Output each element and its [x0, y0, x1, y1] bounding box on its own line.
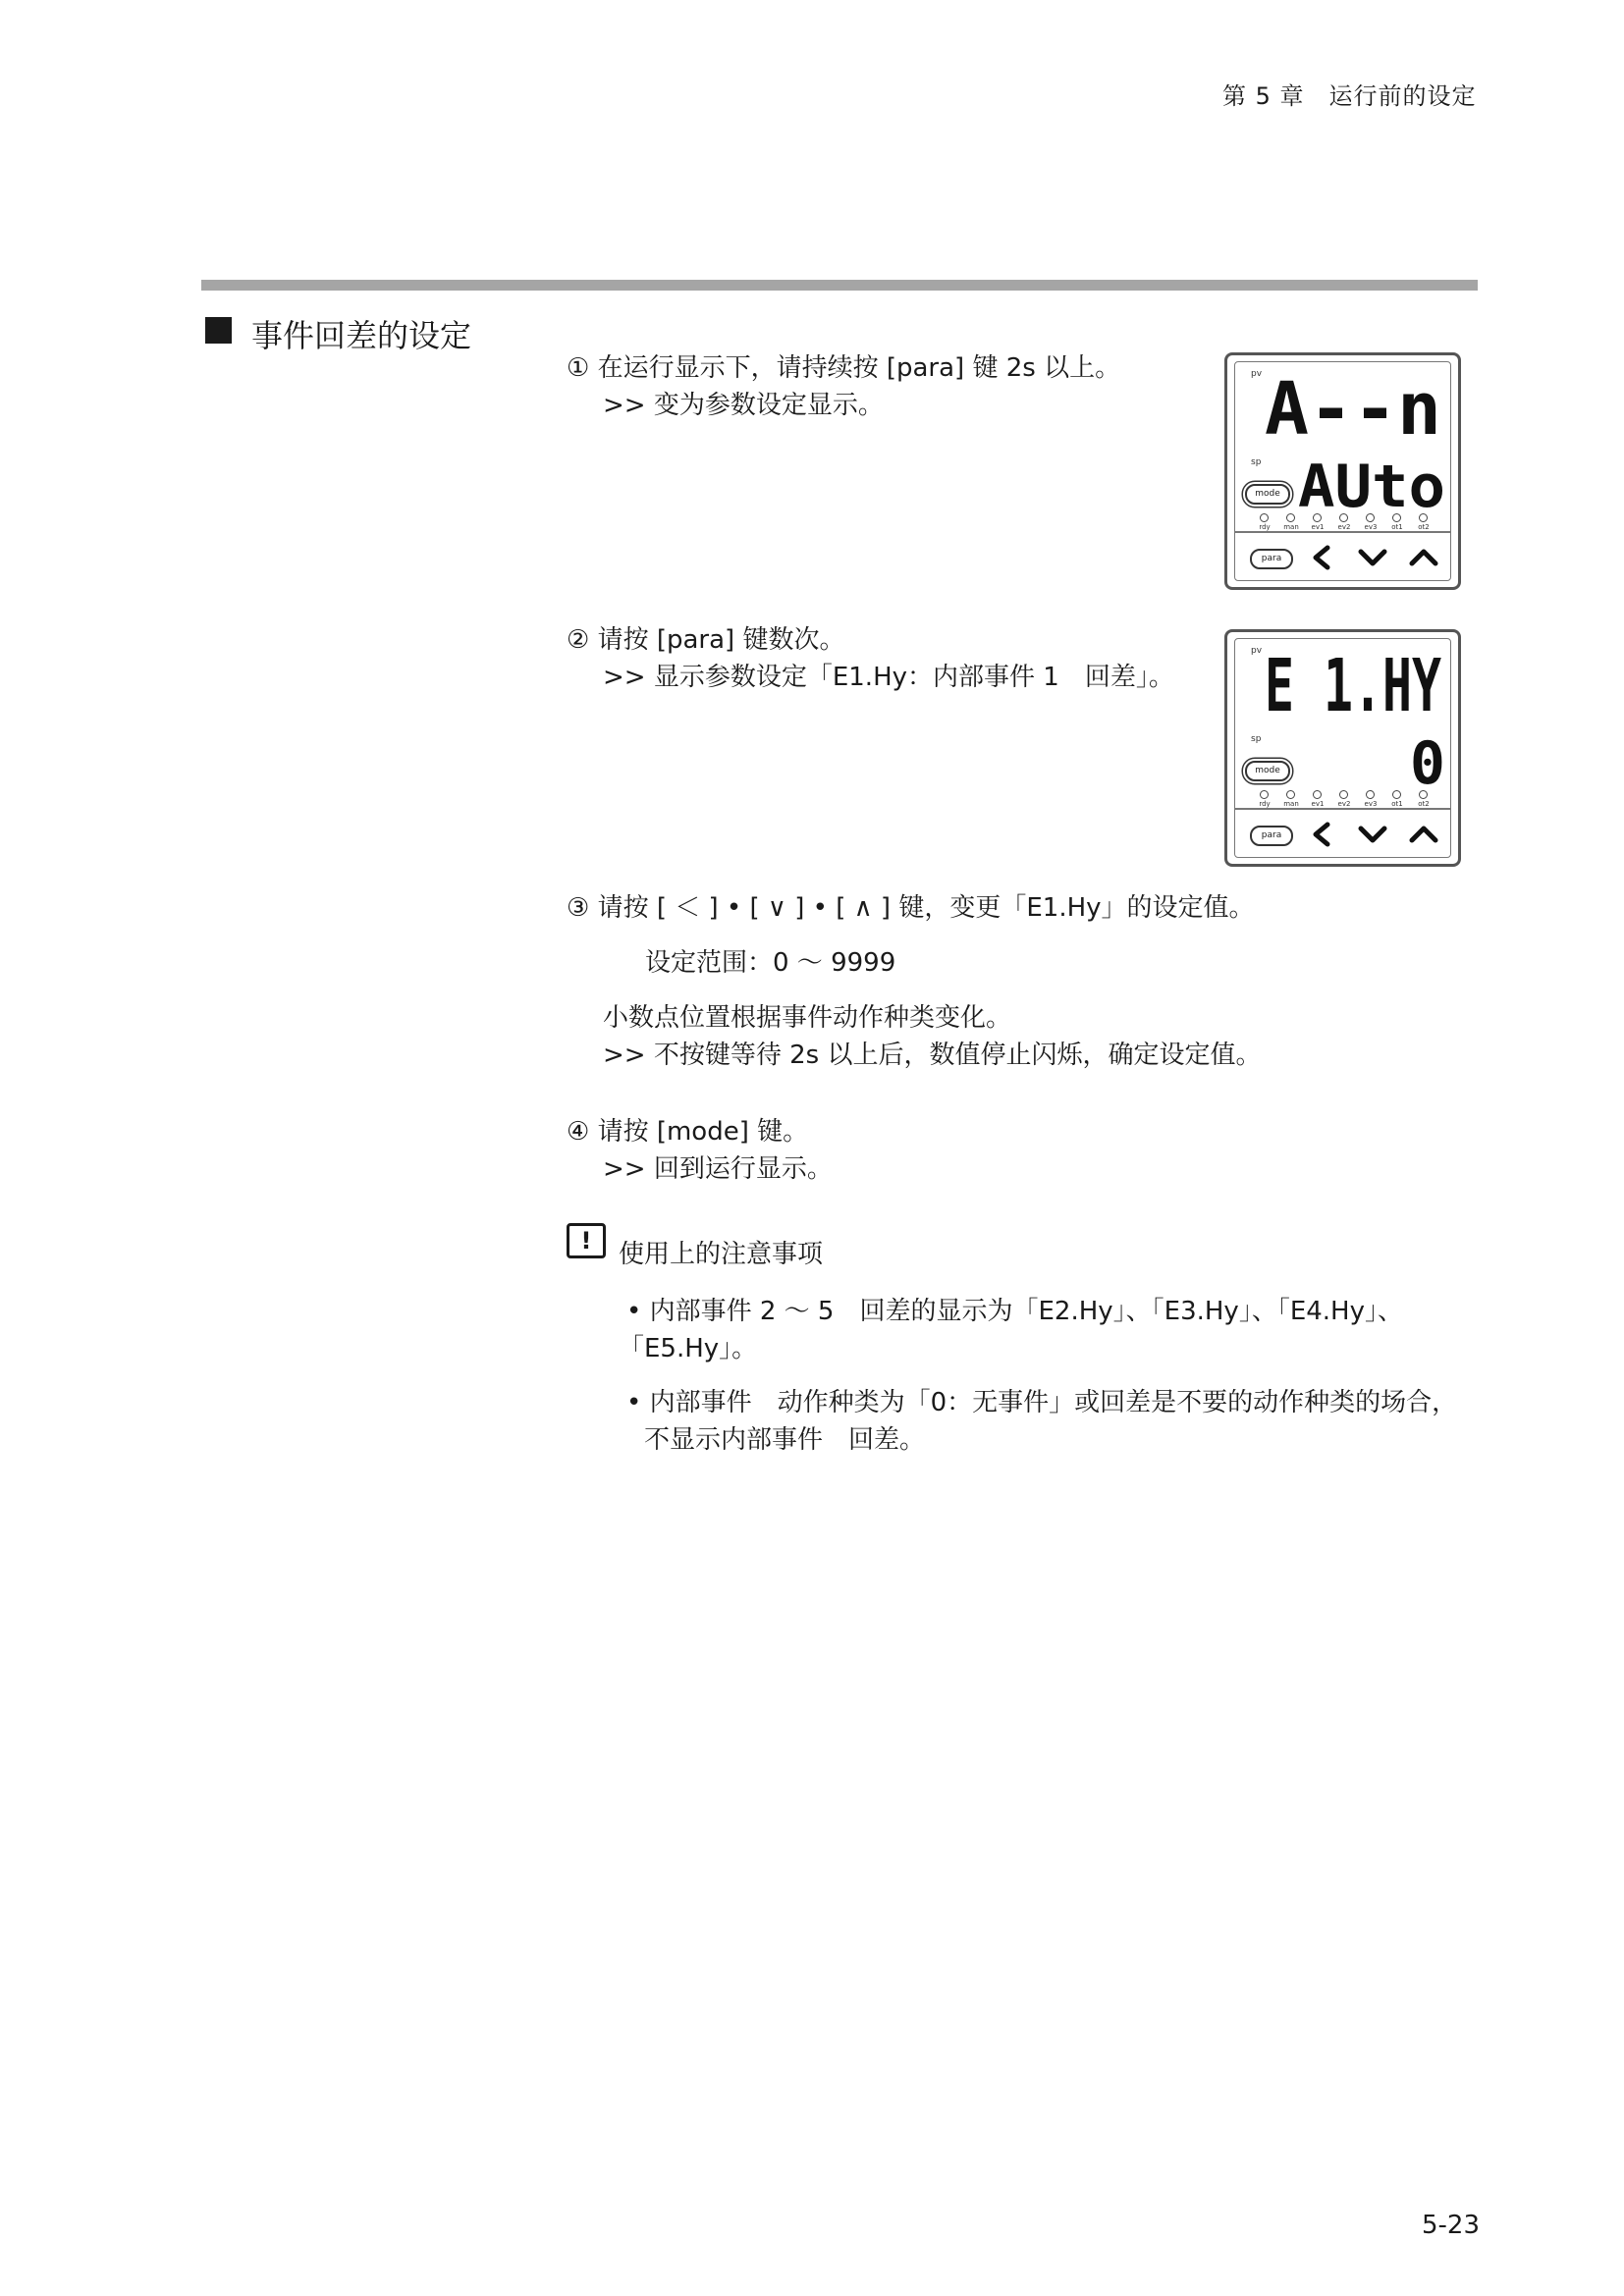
sp-value: AUto: [1298, 453, 1445, 521]
step-3-note: [603, 999, 1261, 1074]
led-indicator: [1313, 513, 1322, 522]
led-label: ot1: [1391, 800, 1403, 808]
led-label: ot2: [1418, 800, 1430, 808]
led-indicator: [1260, 513, 1269, 522]
caution-title: 使用上的注意事项: [619, 1240, 824, 1269]
section-bullet: [205, 317, 232, 344]
section-title: 事件回差的设定: [251, 317, 472, 354]
step-3-line-1: ③ 请按 [ ＜ ] • [ ∨ ] • [ ∧ ] 键，变更「E1.Hy」的设定值。: [567, 893, 1255, 923]
para-button[interactable]: para: [1250, 826, 1293, 846]
pv-segment-display: [1263, 644, 1449, 728]
left-arrow-icon[interactable]: [1302, 817, 1341, 852]
left-arrow-icon[interactable]: [1302, 540, 1341, 575]
pv-value: E 1.HY: [1265, 644, 1442, 728]
led-label: man: [1283, 523, 1299, 531]
step-3-extra-2: >> 不按键等待 2s 以上后，数值停止闪烁，确定设定值。: [603, 1041, 1262, 1070]
controller-display-2: [1224, 629, 1461, 867]
pv-label: pv: [1251, 646, 1263, 656]
step-1-line-1: ① 在运行显示下，请持续按 [para] 键 2s 以上。: [567, 353, 1121, 383]
led-label: ev3: [1364, 523, 1378, 531]
step-2: [567, 621, 1174, 696]
led-indicator: [1313, 790, 1322, 799]
caution-item-2-line-2: 不显示内部事件 回差。: [644, 1425, 926, 1455]
led-label: rdy: [1259, 800, 1271, 808]
step-4-line-2: >> 回到运行显示。: [603, 1154, 833, 1184]
section-divider: [201, 280, 1478, 291]
caution-item-1-line-2: 「E5.Hy」。: [619, 1334, 758, 1363]
led-label: ot2: [1418, 523, 1430, 531]
status-leds: [1260, 513, 1456, 533]
down-arrow-icon[interactable]: [1353, 817, 1392, 852]
status-leds: [1260, 790, 1456, 810]
step-1-line-2: >> 变为参数设定显示。: [603, 391, 884, 420]
caution-item-1: [619, 1293, 1403, 1367]
chapter-header: 第 5 章 运行前的设定: [1222, 82, 1477, 110]
led-label: man: [1283, 800, 1299, 808]
led-indicator: [1339, 790, 1348, 799]
pv-value: A--n: [1265, 367, 1441, 452]
led-indicator: [1286, 513, 1295, 522]
led-label: ev2: [1337, 523, 1351, 531]
sp-segment-display: [1296, 729, 1453, 798]
led-indicator: [1419, 513, 1428, 522]
pv-segment-display: [1263, 367, 1449, 452]
up-arrow-icon[interactable]: [1404, 817, 1443, 852]
led-indicator: [1286, 790, 1295, 799]
step-3-extra-1: 小数点位置根据事件动作种类变化。: [603, 1003, 1012, 1033]
sp-value: 0: [1409, 729, 1445, 798]
step-4-line-1: ④ 请按 [mode] 键。: [567, 1117, 809, 1147]
led-indicator: [1339, 513, 1348, 522]
step-2-line-2: >> 显示参数设定「E1.Hy：内部事件 1 回差」。: [603, 663, 1174, 692]
led-label: ev1: [1311, 523, 1325, 531]
sp-label: sp: [1251, 457, 1262, 467]
step-3-range: 设定范围：0 ～ 9999: [645, 948, 896, 978]
controller-display-1: [1224, 352, 1461, 590]
led-label: ev1: [1311, 800, 1325, 808]
caution-item-2: [626, 1384, 1457, 1459]
exclamation-box-icon: !: [567, 1223, 606, 1258]
led-label: rdy: [1259, 523, 1271, 531]
led-label: ot1: [1391, 523, 1403, 531]
step-1: [567, 349, 1120, 424]
page-number: 5-23: [1422, 2211, 1481, 2240]
para-button[interactable]: para: [1250, 549, 1293, 569]
led-indicator: [1260, 790, 1269, 799]
pv-label: pv: [1251, 369, 1263, 379]
caution-item-2-line-1: • 内部事件 动作种类为「0：无事件」或回差是不要的动作种类的场合，: [626, 1388, 1458, 1417]
step-3: [567, 889, 1255, 927]
mode-button[interactable]: mode: [1245, 484, 1290, 505]
led-label: ev2: [1337, 800, 1351, 808]
caution-item-1-line-1: • 内部事件 2 ～ 5 回差的显示为「E2.Hy」、「E3.Hy」、「E4.Hy」、: [626, 1297, 1403, 1326]
led-indicator: [1419, 790, 1428, 799]
down-arrow-icon[interactable]: [1353, 540, 1392, 575]
step-2-line-1: ② 请按 [para] 键数次。: [567, 625, 845, 655]
mode-button[interactable]: mode: [1245, 761, 1290, 781]
sp-label: sp: [1251, 734, 1262, 744]
led-indicator: [1392, 513, 1401, 522]
step-4: [567, 1113, 833, 1188]
sp-segment-display: [1296, 453, 1453, 521]
led-indicator: [1366, 513, 1375, 522]
up-arrow-icon[interactable]: [1404, 540, 1443, 575]
led-indicator: [1392, 790, 1401, 799]
led-indicator: [1366, 790, 1375, 799]
led-label: ev3: [1364, 800, 1378, 808]
